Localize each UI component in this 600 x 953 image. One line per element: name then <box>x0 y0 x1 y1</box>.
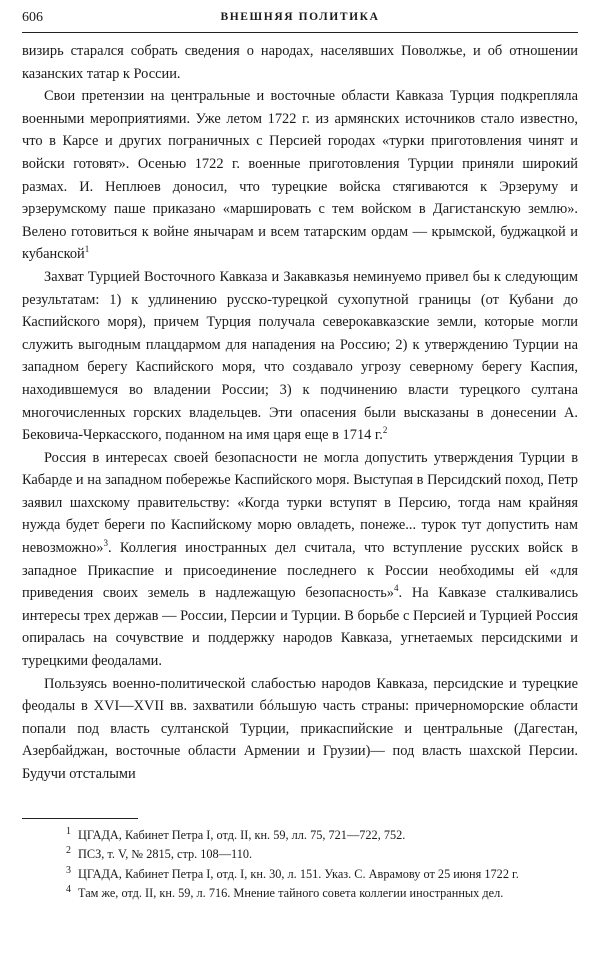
footnote-ref[interactable]: 1 <box>84 244 90 255</box>
paragraph: визирь старался собрать сведения о народах, населявших Поволжье, и об отношении казанских татар к России. <box>22 43 578 82</box>
footnote: 3 ЦГАДА, Кабинет Петра I, отд. I, кн. 30, л. 151. Указ. С. Аврамову от 25 июня 1722 г. <box>66 864 519 881</box>
paragraph: Россия в интересах своей безопасности не могла допустить утверждения Турции в Кабарде и на западном побережье Каспийского моря. Выступая в Персидский поход, Петр заявил шахскому правительству: «Когда турки вступят в Персию, тогда нам крайняя нужда будет береги по Каспийскому морю овладеть, понеже... турок тут допустить нам невозможно»$^3$. Коллегия иностранных дел считала, что вступление русских войск в западное Прикаспие и присоединение последнего к России необходимы ей «для приведения своих земель в надлежащую безопасность»$^4$. На Кавказе сталкивались интересы трех держав — России, Персии и Турции. В борьбе с Персией и Турцией Россия опиралась на сочувствие и поддержку народов Кавказа, угнетаемых персидскими и турецкими феодалами. <box>22 449 579 670</box>
paragraph: Свои претензии на центральные и восточные области Кавказа Турция подкрепляла военными мероприятиями. Уже летом 1722 г. из армянских источников стало известно, что в Карсе и других пограничных с Персией городах «турки приготовления чинят и войски готовят». Осенью 1722 г. военные приготовления Турции приняли широкий размах. И. Неплюев доносил, что турецкие войска стягиваются к Эрзеруму и эрзерумскому паше приказано «маршировать с тем войском в Дагистанскую землю». Велено готовиться к войне янычарам и всем татарским ордам — крымской, буджацкой и кубанской$^1$ <box>22 88 578 263</box>
footnote-ref[interactable]: 2 <box>382 425 388 436</box>
paragraph: Пользуясь военно-политической слабостью народов Кавказа, персидские и турецкие феодалы в XVI—XVII вв. захватили бóльшую часть страны: причерноморские области попали под власть султанской Турции, прикаспийские и центральные (Дагестан, Азербайджан, восточные области Армении и Грузии)— под власть шахской Персии. Будучи отсталыми <box>22 675 578 782</box>
running-head: ВНЕШНЯЯ ПОЛИТИКА <box>220 11 380 23</box>
footnote-ref[interactable]: 3 <box>103 538 108 549</box>
footnote-divider <box>22 818 138 819</box>
footnote-ref[interactable]: 4 <box>394 583 399 594</box>
paragraph: Захват Турцией Восточного Кавказа и Закавказья неминуемо привел бы к следующим результатам: 1) к удлинению русско-турецкой сухопутной границы (от Кубани до Каспийского моря), причем Турция получала северокавказские земли, которые могли служить выгодным плацдармом для нападения на Россию; 2) к утверждению Турции на западном берегу Каспийского моря, что создавало угрозу северному берегу Каспия, находившемуся во владении России; 3) к подчинению власти турецкого султана многочисленных горских владельцев. Эти опасения были высказаны в донесении А. Бековича-Черкасского, поданном на имя царя еще в 1714 г.$^2$ <box>22 268 578 444</box>
page-number: 606 <box>22 10 43 25</box>
page-header <box>22 10 578 33</box>
body-text <box>22 40 578 786</box>
footnote: 1 ЦГАДА, Кабинет Петра I, отд. II, кн. 59, лл. 75, 721—722, 752. <box>66 825 406 842</box>
footnote: 4 Там же, отд. II, кн. 59, л. 716. Мнение тайного совета коллегии иностранных дел. <box>66 884 504 901</box>
footnotes <box>22 826 578 904</box>
footnote: 2 ПСЗ, т. V, № 2815, стр. 108—110. <box>66 845 253 862</box>
